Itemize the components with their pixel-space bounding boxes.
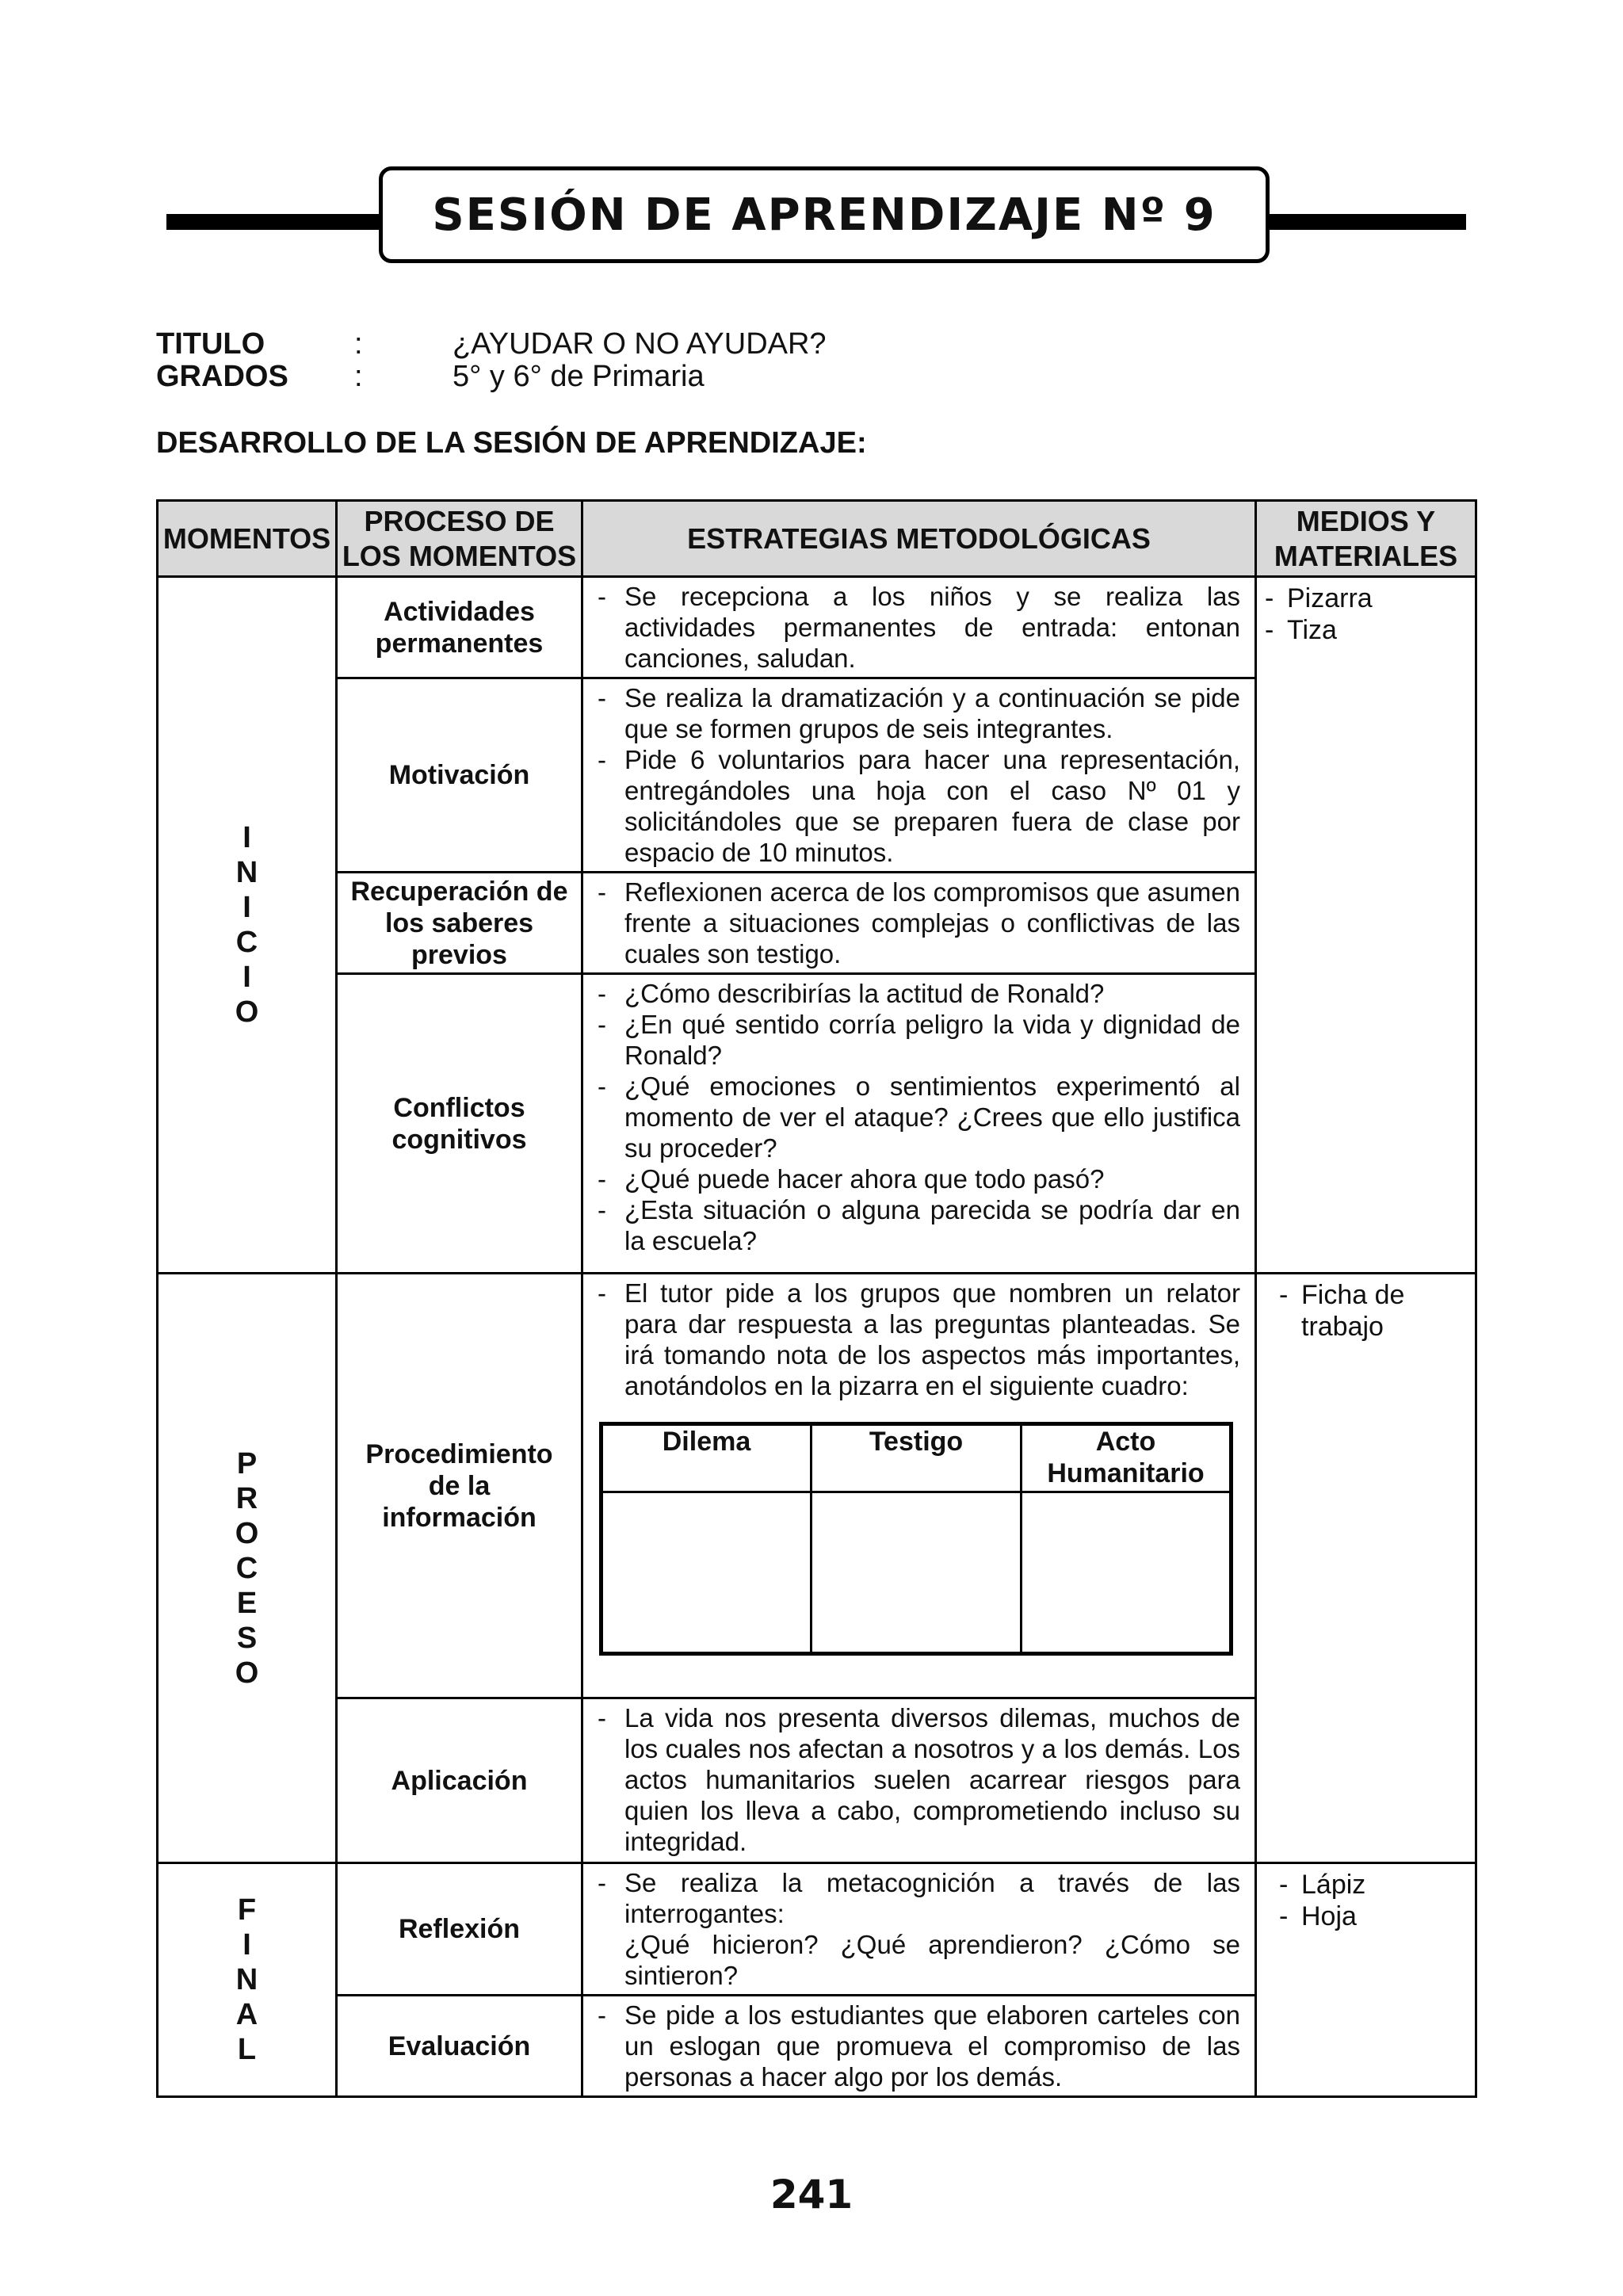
strategy-aplicacion [582, 1698, 1256, 1863]
moment-proceso: P R O C E S O [158, 1274, 337, 1863]
grados-colon: : [354, 360, 363, 393]
session-title-box [379, 166, 1270, 263]
section-heading: DESARROLLO DE LA SESIÓN DE APRENDIZAJE: [156, 426, 867, 460]
list-item: - Tiza [1265, 615, 1337, 645]
list-item: - Ficha de trabajo [1279, 1280, 1405, 1342]
session-table [156, 499, 1477, 2098]
media-proceso [1256, 1274, 1476, 1863]
list-item: - Hoja [1279, 1901, 1357, 1931]
reflexion-questions: ¿Qué hicieron? ¿Qué aprendieron? ¿Cómo se sintieron? [624, 1930, 1240, 1990]
strategy-reflexion [582, 1863, 1256, 1996]
media-final [1256, 1863, 1476, 2097]
header-proceso [337, 501, 582, 577]
grados-value: 5° y 6° de Primaria [453, 360, 705, 393]
dilema-cell [601, 1492, 812, 1654]
strategy-motivacion [582, 678, 1256, 873]
table-row [158, 577, 1476, 678]
list-item: - La vida nos presenta diversos dilemas, muchos de los cuales nos afectan a nosotros y a los demás. Los actos humanitarios suelen acarrear riesgos para quien los lleva a cabo, comprometiendo incluso su integridad. [598, 1703, 1240, 1856]
process-conflictos: Conflictos cognitivos [337, 974, 582, 1274]
process-motivacion: Motivación [337, 678, 582, 873]
moment-final: F I N A L [158, 1863, 337, 2097]
header-estrategias: ESTRATEGIAS METODOLÓGICAS [582, 501, 1256, 577]
list-item: - Se realiza la metacognición a través de las interrogantes: [598, 1868, 1240, 1928]
table-header-row [158, 501, 1476, 577]
dilema-table-header [601, 1424, 1232, 1492]
header-bar-right [1268, 214, 1466, 230]
list-item: - Se pide a los estudiantes que elaboren carteles con un eslogan que promueva el compromiso de las personas a hacer algo por los demás. [598, 2000, 1240, 2092]
strategy-recuperacion [582, 873, 1256, 974]
list-item: - Lápiz [1279, 1870, 1366, 1900]
titulo-value: ¿AYUDAR O NO AYUDAR? [453, 327, 827, 361]
titulo-colon: : [354, 327, 363, 361]
list-item: - El tutor pide a los grupos que nombren un relator para dar respuesta a las preguntas planteadas. Se irá tomando nota de los aspectos más importantes, anotándolos en la pizarra en el siguiente cuadro: [598, 1278, 1240, 1400]
dilema-table-row [601, 1492, 1232, 1654]
media-inicio [1256, 577, 1476, 1274]
header-proceso-line1: PROCESO DE [364, 504, 555, 537]
process-procedimiento: Procedimiento de la información [337, 1274, 582, 1698]
list-item: - ¿En qué sentido corría peligro la vida y dignidad de Ronald? [598, 1010, 1240, 1070]
process-recuperacion: Recuperación de los saberes previos [337, 873, 582, 974]
strategy-evaluacion [582, 1996, 1256, 2097]
process-evaluacion: Evaluación [337, 1996, 582, 2097]
process-actividades: Actividades permanentes [337, 577, 582, 678]
dilema-col-testigo: Testigo [812, 1424, 1022, 1492]
header-bar-left [166, 214, 380, 230]
header-momentos: MOMENTOS [158, 501, 337, 577]
process-aplicacion: Aplicación [337, 1698, 582, 1863]
header-medios-line2: MATERIALES [1274, 539, 1458, 572]
strategy-procedimiento [582, 1274, 1256, 1698]
table-row [158, 1863, 1476, 1996]
list-item: - Se realiza la dramatización y a continuación se pide que se formen grupos de seis integrantes. [598, 683, 1240, 743]
header-medios [1256, 501, 1476, 577]
list-item: - ¿Esta situación o alguna parecida se podría dar en la escuela? [598, 1195, 1240, 1255]
titulo-label: TITULO [156, 327, 265, 361]
moment-inicio: I N I C I O [158, 577, 337, 1274]
acto-cell [1022, 1492, 1232, 1654]
list-item: - ¿Cómo describirías la actitud de Ronald? [598, 979, 1105, 1008]
dilema-col-dilema: Dilema [601, 1424, 812, 1492]
session-title: SESIÓN DE APRENDIZAJE Nº 9 [432, 189, 1216, 241]
testigo-cell [812, 1492, 1022, 1654]
list-item: - Se recepciona a los niños y se realiza las actividades permanentes de entrada: entonan canciones, saludan. [598, 582, 1240, 673]
process-reflexion: Reflexión [337, 1863, 582, 1996]
dilema-col-acto: Acto Humanitario [1022, 1424, 1232, 1492]
table-row [158, 1274, 1476, 1698]
page-number: 241 [769, 2172, 854, 2218]
list-item: - Pide 6 voluntarios para hacer una representación, entregándoles una hoja con el caso Nº 01 y solicitándoles que se preparen fuera de clase por espacio de 10 minutos. [598, 745, 1240, 867]
list-item: - Reflexionen acerca de los compromisos que asumen frente a situaciones complejas o conflictivas de las cuales son testigo. [598, 877, 1240, 968]
header-proceso-line2: LOS MOMENTOS [342, 539, 577, 572]
list-item: - ¿Qué puede hacer ahora que todo pasó? [598, 1164, 1105, 1194]
list-item: - ¿Qué emociones o sentimientos experimentó al momento de ver el ataque? ¿Crees que ello justifica su proceder? [598, 1072, 1240, 1163]
dilema-table [599, 1422, 1233, 1656]
strategy-actividades [582, 577, 1256, 678]
list-item: - Pizarra [1265, 583, 1373, 613]
grados-label: GRADOS [156, 360, 288, 393]
strategy-conflictos [582, 974, 1256, 1274]
header-medios-line1: MEDIOS Y [1296, 504, 1436, 537]
